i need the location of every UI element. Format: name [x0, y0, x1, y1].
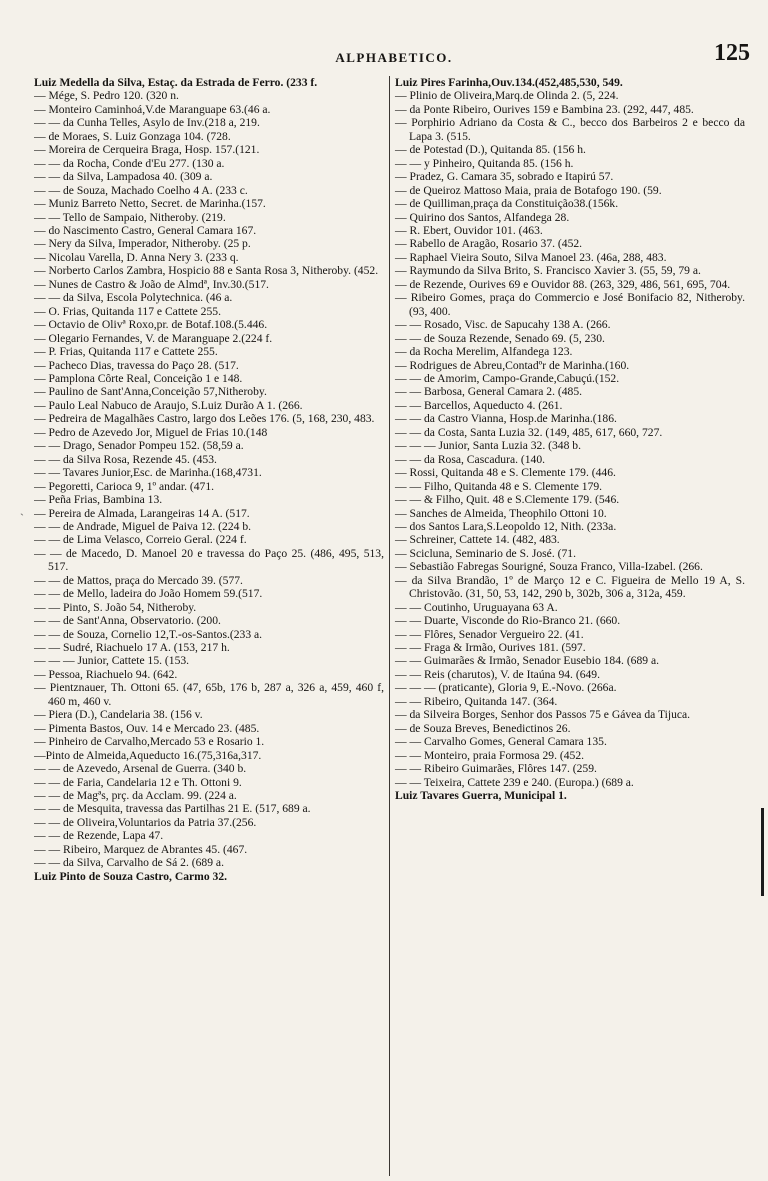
directory-entry: — — Reis (charutos), V. de Itaúna 94. (649. [395, 667, 601, 681]
directory-entry: — — de Faria, Candelaria 12 e Th. Ottoni 9. [34, 775, 242, 789]
directory-entry: — Pedro de Azevedo Jor, Miguel de Frias 10.(148 [34, 425, 268, 439]
directory-entry: — Olegario Fernandes, V. de Maranguape 2.(224 f. [34, 331, 273, 345]
directory-entry: — Quirino dos Santos, Alfandega 28. [395, 210, 570, 224]
directory-entry: — — de Azevedo, Arsenal de Guerra. (340 b. [34, 762, 247, 776]
directory-entry: — — de Mesquita, travessa das Partilhas 21 E. (517, 689 a. [34, 802, 311, 816]
directory-entry: — Plinio de Oliveira,Marq.de Olinda 2. (5, 224. [395, 89, 619, 103]
directory-entry: — — de Oliveira,Voluntarios da Patria 37.(256. [34, 815, 257, 829]
directory-entry: — Nery da Silva, Imperador, Nitheroby. (25 p. [34, 237, 251, 251]
directory-entry: — — da Silva, Escola Polytechnica. (46 a. [34, 291, 233, 305]
directory-entry: — da Rocha Merelim, Alfandega 123. [395, 345, 573, 359]
directory-entry: — — de Souza Rezende, Senado 69. (5, 230. [395, 331, 605, 345]
directory-entry: — de Rezende, Ourives 69 e Ouvidor 88. (263, 329, 486, 561, 695, 704. [395, 277, 731, 291]
directory-entry: — — & Filho, Quit. 48 e S.Clemente 179. (546. [395, 493, 620, 507]
directory-entry: — Pientznauer, Th. Ottoni 65. (47, 65b, 176 b, 287 a, 326 a, 459, 460 f, 460 m, 460 v. [34, 681, 384, 708]
directory-entry: — — de Souza, Cornelio 12,T.-os-Santos.(233 a. [34, 627, 263, 641]
directory-entry: — Pamplona Côrte Real, Conceição 1 e 148. [34, 371, 243, 385]
directory-entry: — — Tavares Junior,Esc. de Marinha.(168,4731. [34, 466, 262, 480]
directory-entry: — — da Silva Rosa, Rezende 45. (453. [34, 452, 217, 466]
directory-entry: — Pinheiro de Carvalho,Mercado 53 e Rosario 1. [34, 735, 265, 749]
directory-entry: — de Souza Breves, Benedictinos 26. [395, 721, 571, 735]
directory-entry: — Rodrigues de Abreu,Contadºr de Marinha.(160. [395, 358, 630, 372]
directory-entry: — — da Rosa, Cascadura. (140. [395, 452, 546, 466]
directory-entry: Luiz Pinto de Souza Castro, Carmo 32. [34, 869, 228, 883]
directory-entry: — — Ribeiro Guimarães, Flôres 147. (259. [395, 762, 597, 776]
directory-entry: — Porphirio Adriano da Costa & C., becco dos Barbeiros 2 e becco da Lapa 3. (515. [395, 116, 745, 143]
directory-entry: — Octavio de Olivª Roxo,pr. de Botaf.108.(5.446. [34, 318, 268, 332]
directory-entry: — — Monteiro, praia Formosa 29. (452. [395, 748, 585, 762]
directory-entry: — Sanches de Almeida, Theophilo Ottoni 10. [395, 506, 607, 520]
right-column [390, 76, 745, 1176]
directory-entry: — Pessoa, Riachuelo 94. (642. [34, 667, 178, 681]
running-title: ALPHABETICO. [335, 50, 453, 65]
directory-entry: — R. Ebert, Ouvidor 101. (463. [395, 223, 543, 237]
directory-entry: — da Ponte Ribeiro, Ourives 159 e Bambina 23. (292, 447, 485. [395, 102, 694, 116]
directory-entry: — — Barbosa, General Camara 2. (485. [395, 385, 583, 399]
directory-entry: — Norberto Carlos Zambra, Hospicio 88 e Santa Rosa 3, Nitheroby. (452. [34, 264, 379, 278]
directory-entry: — — Drago, Senador Pompeu 152. (58,59 a. [34, 439, 244, 453]
directory-entry: — — Flôres, Senador Vergueiro 22. (41. [395, 627, 584, 641]
directory-entry: — — — Junior, Cattete 15. (153. [34, 654, 190, 668]
directory-entry: Luiz Tavares Guerra, Municipal 1. [395, 789, 567, 803]
directory-entry: — — de Amorim, Campo-Grande,Cabuçú.(152. [395, 371, 620, 385]
directory-entry: — — Tello de Sampaio, Nitheroby. (219. [34, 210, 226, 224]
directory-entry: — — de Mello, ladeira do João Homem 59.(517. [34, 587, 263, 601]
directory-entry: — — de Andrade, Miguel de Paiva 12. (224 b. [34, 519, 252, 533]
page-number: 125 [714, 40, 750, 66]
directory-entry: — Piera (D.), Candelaria 38. (156 v. [34, 708, 203, 722]
directory-entry: — dos Santos Lara,S.Leopoldo 12, Nith. (233a. [395, 519, 617, 533]
left-column [34, 76, 389, 1176]
directory-entry: — Scicluna, Seminario de S. José. (71. [395, 546, 576, 560]
directory-entry: — — — Junior, Santa Luzia 32. (348 b. [395, 439, 581, 453]
directory-entry: — P. Frias, Quitanda 117 e Cattete 255. [34, 345, 218, 359]
directory-entry: — de Queiroz Mattoso Maia, praia de Botafogo 190. (59. [395, 183, 662, 197]
directory-entry: — — Guimarães & Irmão, Senador Eusebio 184. (689 a. [395, 654, 660, 668]
directory-entry: — — Carvalho Gomes, General Camara 135. [395, 735, 607, 749]
directory-entry: — — Barcellos, Aqueducto 4. (261. [395, 398, 563, 412]
directory-entry: — do Nascimento Castro, General Camara 167. [34, 223, 257, 237]
directory-entry: — Pimenta Bastos, Ouv. 14 e Mercado 23. (485. [34, 721, 260, 735]
directory-entry: — — Ribeiro, Marquez de Abrantes 45. (467. [34, 842, 248, 856]
directory-entry: — Peña Frias, Bambina 13. [34, 493, 163, 507]
directory-entry: — — de Magªs, prç. da Acclam. 99. (224 a. [34, 789, 237, 803]
directory-entry: — — — (praticante), Gloria 9, E.-Novo. (266a. [395, 681, 617, 695]
directory-entry: — Monteiro Caminhoá,V.de Maranguape 63.(46 a. [34, 102, 271, 116]
directory-entry: — — Ribeiro, Quitanda 147. (364. [395, 694, 558, 708]
directory-entry: — — Pinto, S. João 54, Nitheroby. [34, 600, 197, 614]
directory-entry: — Raphael Vieira Souto, Silva Manoel 23. (46a, 288, 483. [395, 250, 667, 264]
directory-entry: — Pradez, G. Camara 35, sobrado e Itapirú 57. [395, 170, 614, 184]
margin-mark: ˏ [20, 502, 24, 516]
directory-entry: — Schreiner, Cattete 14. (482, 483. [395, 533, 560, 547]
directory-entry: — — da Silva, Carvalho de Sá 2. (689 a. [34, 856, 224, 870]
directory-entry: — — Sudré, Riachuelo 17 A. (153, 217 h. [34, 641, 230, 655]
directory-entry: — de Moraes, S. Luiz Gonzaga 104. (728. [34, 129, 231, 143]
directory-entry: — Nunes de Castro & João de Almdª, Inv.30.(517. [34, 277, 269, 291]
directory-entry: — — de Mattos, praça do Mercado 39. (577. [34, 573, 243, 587]
directory-entry: — de Potestad (D.), Quitanda 85. (156 h. [395, 143, 586, 157]
directory-entry: — — y Pinheiro, Quitanda 85. (156 h. [395, 156, 574, 170]
directory-entry: — Pegoretti, Carioca 9, 1º andar. (471. [34, 479, 215, 493]
directory-entry: — Moreira de Cerqueira Braga, Hosp. 157.(121. [34, 143, 260, 157]
directory-entry: — — de Macedo, D. Manoel 20 e travessa do Paço 25. (486, 495, 513, 517. [34, 546, 384, 574]
directory-entry: — — Filho, Quitanda 48 e S. Clemente 179. [395, 479, 603, 493]
directory-entry: — Muniz Barreto Netto, Secret. de Marinha.(157. [34, 197, 266, 211]
directory-entry: — da Silva Brandão, 1º de Março 12 e C. Figueira de Mello 19 A, S. Christovão. (31, 50, 53, 142, 290 b, 302b, 306 a, 312a, 459. [395, 573, 745, 601]
directory-entry: — Rabello de Aragão, Rosario 37. (452. [395, 237, 583, 251]
directory-entry: — Pedreira de Magalhães Castro, largo dos Leões 176. (5, 168, 230, 483. [34, 412, 375, 426]
directory-entry: — — de Lima Velasco, Correio Geral. (224 f. [34, 533, 247, 547]
directory-entry: — O. Frias, Quitanda 117 e Cattete 255. [34, 304, 221, 318]
directory-entry: — Ribeiro Gomes, praça do Commercio e José Bonifacio 82, Nitheroby. (93, 400. [395, 291, 745, 318]
page-header [34, 28, 754, 72]
directory-entry: — — da Castro Vianna, Hosp.de Marinha.(186. [395, 412, 617, 426]
page-edge-mark [761, 808, 764, 896]
directory-entry: — — Duarte, Visconde do Rio-Branco 21. (660. [395, 614, 621, 628]
directory-entry: — — da Costa, Santa Luzia 32. (149, 485, 617, 660, 727. [395, 425, 663, 439]
directory-entry: — Paulo Leal Nabuco de Araujo, S.Luiz Durão A 1. (266. [34, 398, 303, 412]
directory-entry: — — Rosado, Visc. de Sapucahy 138 A. (266. [395, 318, 611, 332]
directory-entry: — — Coutinho, Uruguayana 63 A. [395, 600, 558, 614]
directory-columns [34, 76, 754, 1176]
directory-entry: — — da Cunha Telles, Asylo de Inv.(218 a, 219. [34, 116, 260, 130]
directory-entry: — — de Sant'Anna, Observatorio. (200. [34, 614, 221, 628]
directory-entry: — Sebastião Fabregas Sourigné, Souza Franco, Villa-Izabel. (266. [395, 560, 703, 574]
directory-entry: — — da Rocha, Conde d'Eu 277. (130 a. [34, 156, 225, 170]
directory-entry: — Rossi, Quitanda 48 e S. Clemente 179. (446. [395, 466, 616, 480]
directory-entry: — de Quilliman,praça da Constituição38.(156k. [395, 197, 619, 211]
directory-entry: — Nicolau Varella, D. Anna Nery 3. (233 q. [34, 250, 239, 264]
directory-entry: — — da Silva, Lampadosa 40. (309 a. [34, 170, 213, 184]
directory-entry: — — de Souza, Machado Coelho 4 A. (233 c. [34, 183, 248, 197]
directory-entry: —Pinto de Almeida,Aqueducto 16.(75,316a,317. [34, 748, 262, 762]
directory-entry: — Mége, S. Pedro 120. (320 n. [34, 89, 179, 103]
directory-entry: — — de Rezende, Lapa 47. [34, 829, 164, 843]
directory-entry: Luiz Pires Farinha,Ouv.134.(452,485,530, 549. [395, 76, 623, 89]
directory-entry: — — Teixeira, Cattete 239 e 240. (Europa.) (689 a. [395, 775, 634, 789]
directory-entry: — Paulino de Sant'Anna,Conceição 57,Nitheroby. [34, 385, 267, 399]
directory-entry: — Raymundo da Silva Brito, S. Francisco Xavier 3. (55, 59, 79 a. [395, 264, 701, 278]
directory-entry: — Pereira de Almada, Larangeiras 14 A. (517. [34, 506, 250, 520]
directory-entry: Luiz Medella da Silva, Estaç. da Estrada de Ferro. (233 f. [34, 76, 318, 89]
directory-entry: — — Fraga & Irmão, Ourives 181. (597. [395, 641, 586, 655]
directory-entry: — da Silveira Borges, Senhor dos Passos 75 e Gávea da Tijuca. [395, 708, 691, 722]
directory-entry: — Pacheco Dias, travessa do Paço 28. (517. [34, 358, 239, 372]
